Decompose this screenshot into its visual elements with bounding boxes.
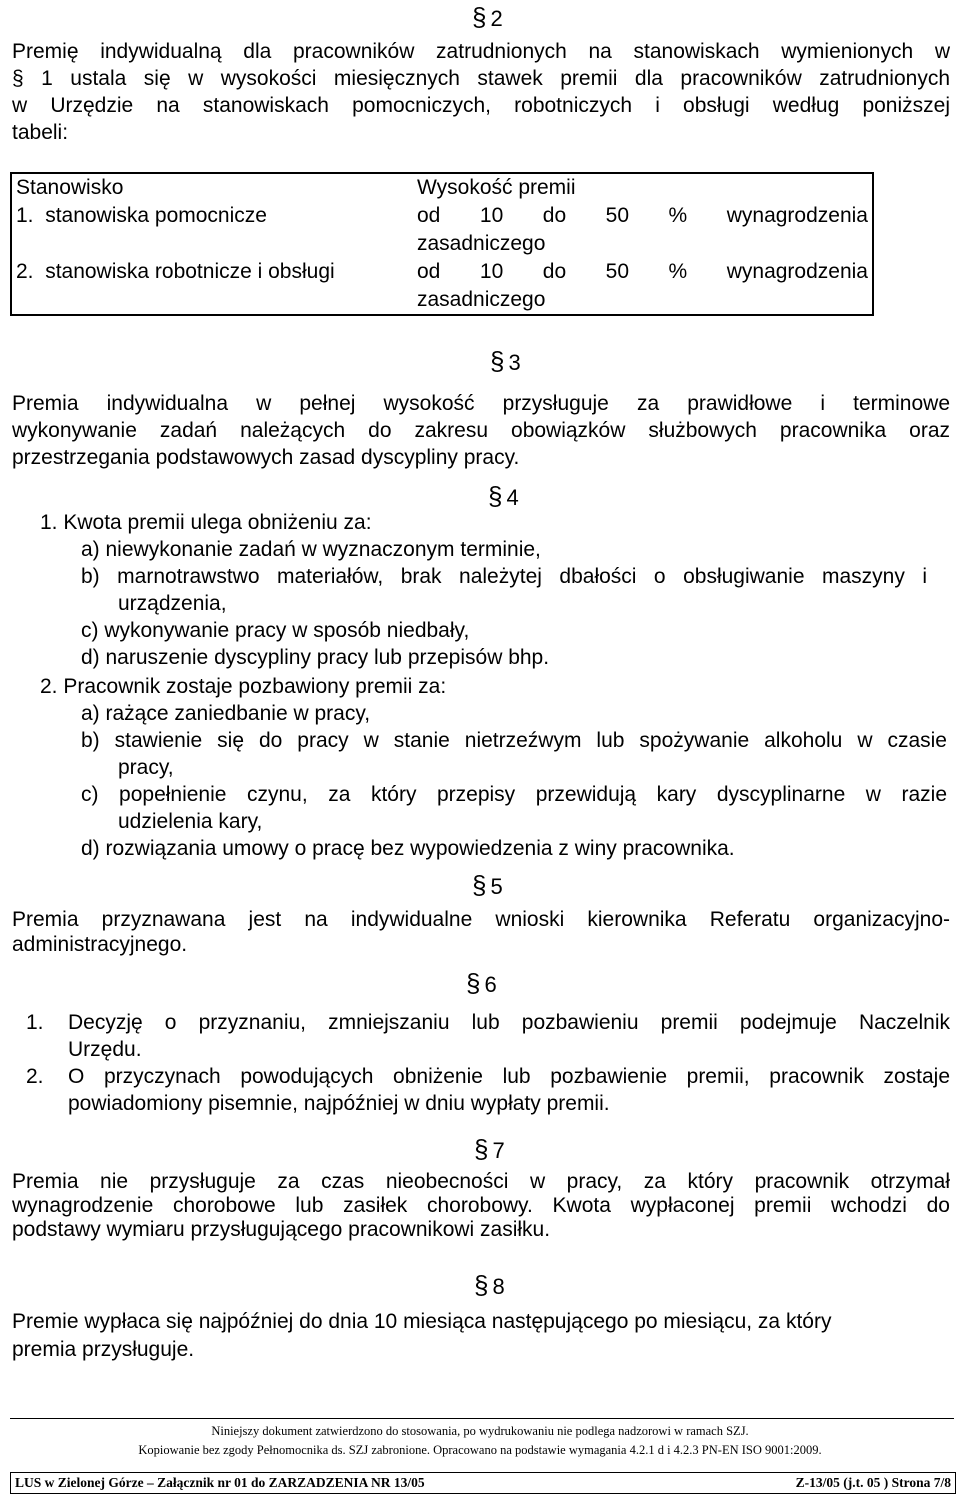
row-position: stanowiska pomocnicze xyxy=(45,204,267,227)
footer-rule xyxy=(10,1418,954,1419)
par7-line2: wynagrodzenie chorobowe lub zasiłek chorobowy. Kwota wypłaconej premii wchodzi do xyxy=(12,1194,950,1217)
paragraph-symbol: § xyxy=(474,1134,489,1164)
par2-line1: Premię indywidualną dla pracowników zatrudnionych na stanowiskach wymienionych w xyxy=(12,40,950,63)
table-header-row xyxy=(11,173,873,202)
par4-item1b-line2: urządzenia, xyxy=(118,592,227,615)
par5-line1: Premia przyznawana jest na indywidualne wnioski kierownika Referatu organizacyjno- xyxy=(12,908,950,931)
par4-item2c-line1: c) popełnienie czynu, za który przepisy przewidują kary dyscyplinarne w razie xyxy=(81,783,947,806)
header-position: Stanowisko xyxy=(16,176,124,199)
par8-line1: Premie wypłaca się najpóźniej do dnia 10 miesiąca następującego po miesiącu, za który xyxy=(12,1310,832,1333)
section-heading-4: § 4 xyxy=(488,481,519,511)
header-amount: Wysokość premii xyxy=(417,176,576,199)
footer-note-line2: Kopiowanie bez zgody Pełnomocnika ds. SZJ zabronione. Opracowano na podstawie wymagania 4.2.1 d i 4.2.3 PN-EN ISO 9001:2009. xyxy=(138,1443,822,1457)
row-number: 1. xyxy=(16,204,34,227)
paragraph-symbol: § xyxy=(488,481,503,511)
par4-item1c: c) wykonywanie pracy w sposób niedbały, xyxy=(81,619,470,642)
paragraph-symbol: § xyxy=(490,346,505,376)
section-heading-8: § 8 xyxy=(474,1270,505,1300)
document-reference-right: Z-13/05 (j.t. 05 ) Strona 7/8 xyxy=(795,1475,951,1490)
par4-item1: 1. Kwota premii ulega obniżeniu za: xyxy=(40,511,372,534)
row-amount-line2: zasadniczego xyxy=(417,288,546,311)
par6-item1-line1: Decyzję o przyznaniu, zmniejszaniu lub pozbawieniu premii podejmuje Naczelnik xyxy=(68,1011,950,1034)
par8-line2: premia przysługuje. xyxy=(12,1338,195,1361)
par3-line2: wykonywanie zadań należących do zakresu obowiązków służbowych pracownika oraz xyxy=(12,419,950,442)
paragraph-symbol: § xyxy=(472,870,487,900)
footer-note-line1: Niniejszy dokument zatwierdzono do stosowania, po wydrukowaniu nie podlega nadzorowi w ramach SZJ. xyxy=(211,1424,749,1438)
premium-table xyxy=(10,172,874,316)
section-heading-5: § 5 xyxy=(472,870,503,900)
row-amount-line2: zasadniczego xyxy=(417,232,546,255)
par4-item2d: d) rozwiązania umowy o pracę bez wypowiedzenia z winy pracownika. xyxy=(81,837,735,860)
row-amount-line1: od 10 do 50 % wynagrodzenia xyxy=(417,204,868,227)
par4-item2b-line1: b) stawienie się do pracy w stanie nietrzeźwym lub spożywanie alkoholu w czasie xyxy=(81,729,947,752)
document-reference-left: LUS w Zielonej Górze – Załącznik nr 01 do ZARZADZENIA NR 13/05 xyxy=(15,1475,425,1490)
par7-line1: Premia nie przysługuje za czas nieobecności w pracy, za który pracownik otrzymał xyxy=(12,1170,950,1193)
par2-line4: tabeli: xyxy=(12,121,69,144)
par4-item2c-line2: udzielenia kary, xyxy=(118,810,263,833)
section-heading-3: § 3 xyxy=(490,346,521,376)
par4-item1b-line1: b) marnotrawstwo materiałów, brak należytej dbałości o obsługiwanie maszyny i xyxy=(81,565,927,588)
par6-item1-line2: Urzędu. xyxy=(68,1038,142,1061)
par4-item1d: d) naruszenie dyscypliny pracy lub przepisów bhp. xyxy=(81,646,550,669)
row-position: stanowiska robotnicze i obsługi xyxy=(45,260,335,283)
par3-line1: Premia indywidualna w pełnej wysokość przysługuje za prawidłowe i terminowe xyxy=(12,392,950,415)
row-number: 2. xyxy=(16,260,34,283)
section-heading-6: § 6 xyxy=(466,968,497,998)
par6-item2-number: 2. xyxy=(26,1065,44,1088)
par2-line2: § 1 ustala się w wysokości miesięcznych stawek premii dla pracowników zatrudnionych xyxy=(12,67,950,90)
par7-line3: podstawy wymiaru przysługującego pracownikowi zasiłku. xyxy=(12,1218,551,1241)
par2-line3: w Urzędzie na stanowiskach pomocniczych, robotniczych i obsługi według poniższej xyxy=(12,94,950,117)
par6-item1-number: 1. xyxy=(26,1011,44,1034)
table-row xyxy=(11,202,873,258)
par3-line3: przestrzegania podstawowych zasad dyscypliny pracy. xyxy=(12,446,520,469)
par6-item2-line2: powiadomiony pisemnie, najpóźniej w dniu wypłaty premii. xyxy=(68,1092,610,1115)
par5-line2: administracyjnego. xyxy=(12,933,188,956)
paragraph-symbol: § xyxy=(466,968,481,998)
par4-item2: 2. Pracownik zostaje pozbawiony premii za: xyxy=(40,675,447,698)
paragraph-symbol: § xyxy=(474,1270,489,1300)
par4-item2a: a) rażące zaniedbanie w pracy, xyxy=(81,702,371,725)
document-reference-bar xyxy=(10,1472,956,1494)
paragraph-symbol: § xyxy=(472,2,487,32)
section-heading-7: § 7 xyxy=(474,1134,505,1164)
par6-item2-line1: O przyczynach powodujących obniżenie lub pozbawienie premii, pracownik zostaje xyxy=(68,1065,950,1088)
par4-item1a: a) niewykonanie zadań w wyznaczonym terminie, xyxy=(81,538,541,561)
par4-item2b-line2: pracy, xyxy=(118,756,174,779)
section-heading-2: § 2 xyxy=(472,2,503,32)
table-row xyxy=(11,258,873,315)
row-amount-line1: od 10 do 50 % wynagrodzenia xyxy=(417,260,868,283)
